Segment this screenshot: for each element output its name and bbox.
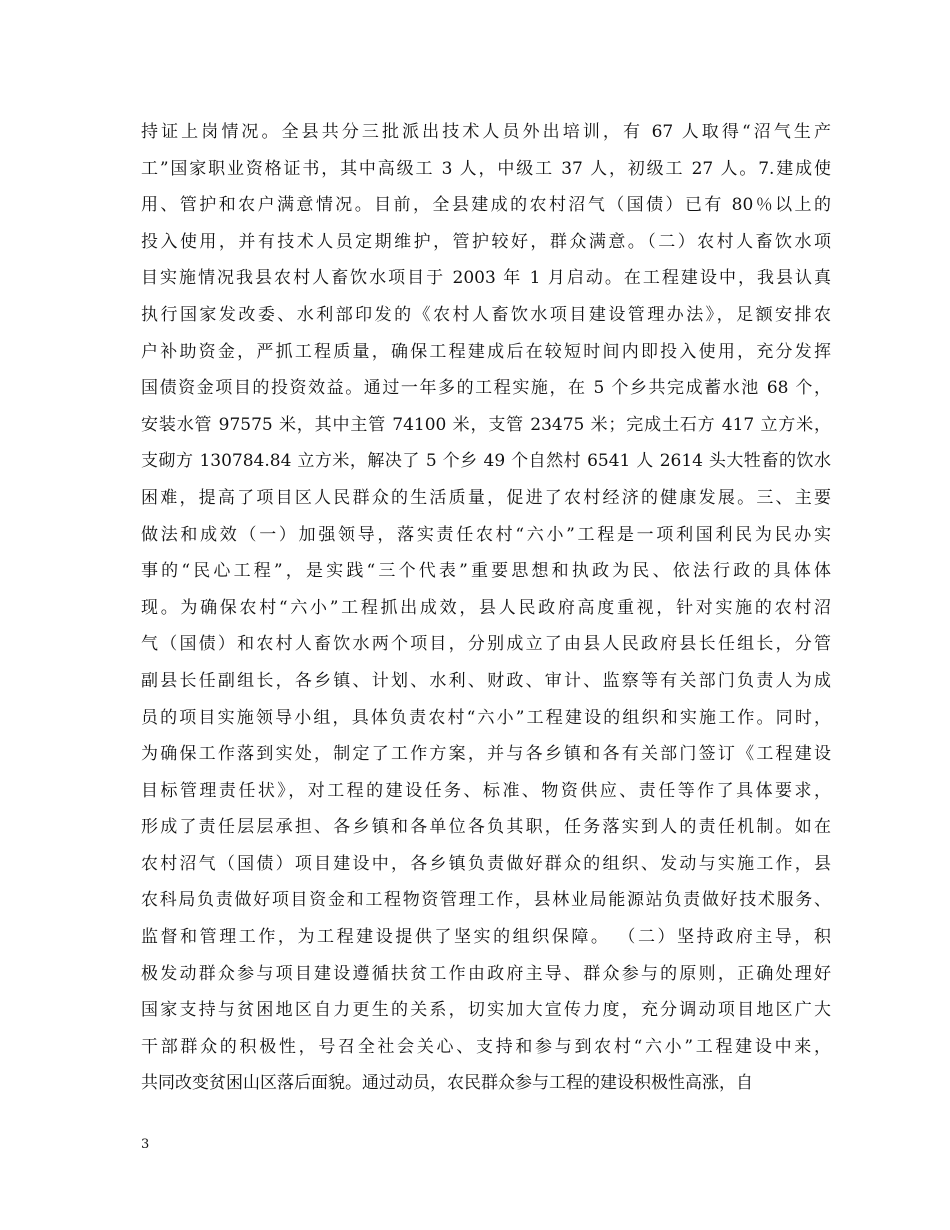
text-line: 国债资金项目的投资效益。通过一年多的工程实施，在 5 个乡共完成蓄水池 68 个， <box>141 378 831 399</box>
text-line: 为确保工作落到实处，制定了工作方案，并与各乡镇和各有关部门签订《工程建设 <box>141 744 831 765</box>
text-line: 持证上岗情况。全县共分三批派出技术人员外出培训，有 67 人取得“沼气生产 <box>141 122 831 142</box>
text-line: 支砌方 130784.84 立方米，解决了 5 个乡 49 个自然村 6541 人 2614 头大牲畜的饮水 <box>141 451 831 472</box>
text-line: 困难，提高了项目区人民群众的生活质量，促进了农村经济的健康发展。三、主要 <box>141 487 831 508</box>
text-line: 国家支持与贫困地区自力更生的关系，切实加大宣传力度，充分调动项目地区广大 <box>141 1000 831 1021</box>
text-line: 干部群众的积极性，号召全社会关心、支持和参与到农村“六小”工程建设中来， <box>141 1036 831 1057</box>
text-line: 做法和成效（一）加强领导，落实责任农村“六小”工程是一项利国利民为民办实 <box>141 524 831 545</box>
body-text <box>141 114 831 1102</box>
text-line: 用、管护和农户满意情况。目前，全县建成的农村沼气（国债）已有 80％以上的 <box>141 195 831 216</box>
text-line: 户补助资金，严抓工程质量，确保工程建成后在较短时间内即投入使用，充分发挥 <box>141 341 831 362</box>
page-number: 3 <box>141 1137 150 1152</box>
text-line: 工”国家职业资格证书，其中高级工 3 人，中级工 37 人，初级工 27 人。7.建成使 <box>141 158 831 179</box>
text-line: 目标管理责任状》，对工程的建设任务、标准、物资供应、责任等作了具体要求， <box>141 780 831 801</box>
text-line: 农村沼气（国债）项目建设中，各乡镇负责做好群众的组织、发动与实施工作，县 <box>141 853 831 874</box>
text-line: 目实施情况我县农村人畜饮水项目于 2003 年 1 月启动。在工程建设中，我县认真 <box>141 268 831 289</box>
text-line: 现。为确保农村“六小”工程抓出成效，县人民政府高度重视，针对实施的农村沼 <box>141 597 831 618</box>
text-line: 执行国家发改委、水利部印发的《农村人畜饮水项目建设管理办法》，足额安排农 <box>141 304 831 325</box>
text-line: 安装水管 97575 米，其中主管 74100 米，支管 23475 米；完成土石方 417 立方米， <box>141 414 831 435</box>
text-line: 员的项目实施领导小组，具体负责农村“六小”工程建设的组织和实施工作。同时， <box>141 707 831 728</box>
text-line: 投入使用，并有技术人员定期维护，管护较好，群众满意。（二）农村人畜饮水项 <box>141 231 831 252</box>
text-line: 副县长任副组长，各乡镇、计划、水利、财政、审计、监察等有关部门负责人为成 <box>141 670 831 691</box>
text-line: 形成了责任层层承担、各乡镇和各单位各负其职，任务落实到人的责任机制。如在 <box>141 817 831 838</box>
text-line: 事的“民心工程”，是实践“三个代表”重要思想和执政为民、依法行政的具体体 <box>141 561 831 582</box>
text-line: 气（国债）和农村人畜饮水两个项目，分别成立了由县人民政府县长任组长，分管 <box>141 634 831 655</box>
text-line: 共同改变贫困山区落后面貌。通过动员，农民群众参与工程的建设积极性高涨，自 <box>141 1073 753 1094</box>
text-line: 农科局负责做好项目资金和工程物资管理工作，县林业局能源站负责做好技术服务、 <box>141 890 831 911</box>
text-line: 极发动群众参与项目建设遵循扶贫工作由政府主导、群众参与的原则，正确处理好 <box>141 963 831 984</box>
text-line: 监督和管理工作，为工程建设提供了坚实的组织保障。 （二）坚持政府主导，积 <box>141 927 831 948</box>
